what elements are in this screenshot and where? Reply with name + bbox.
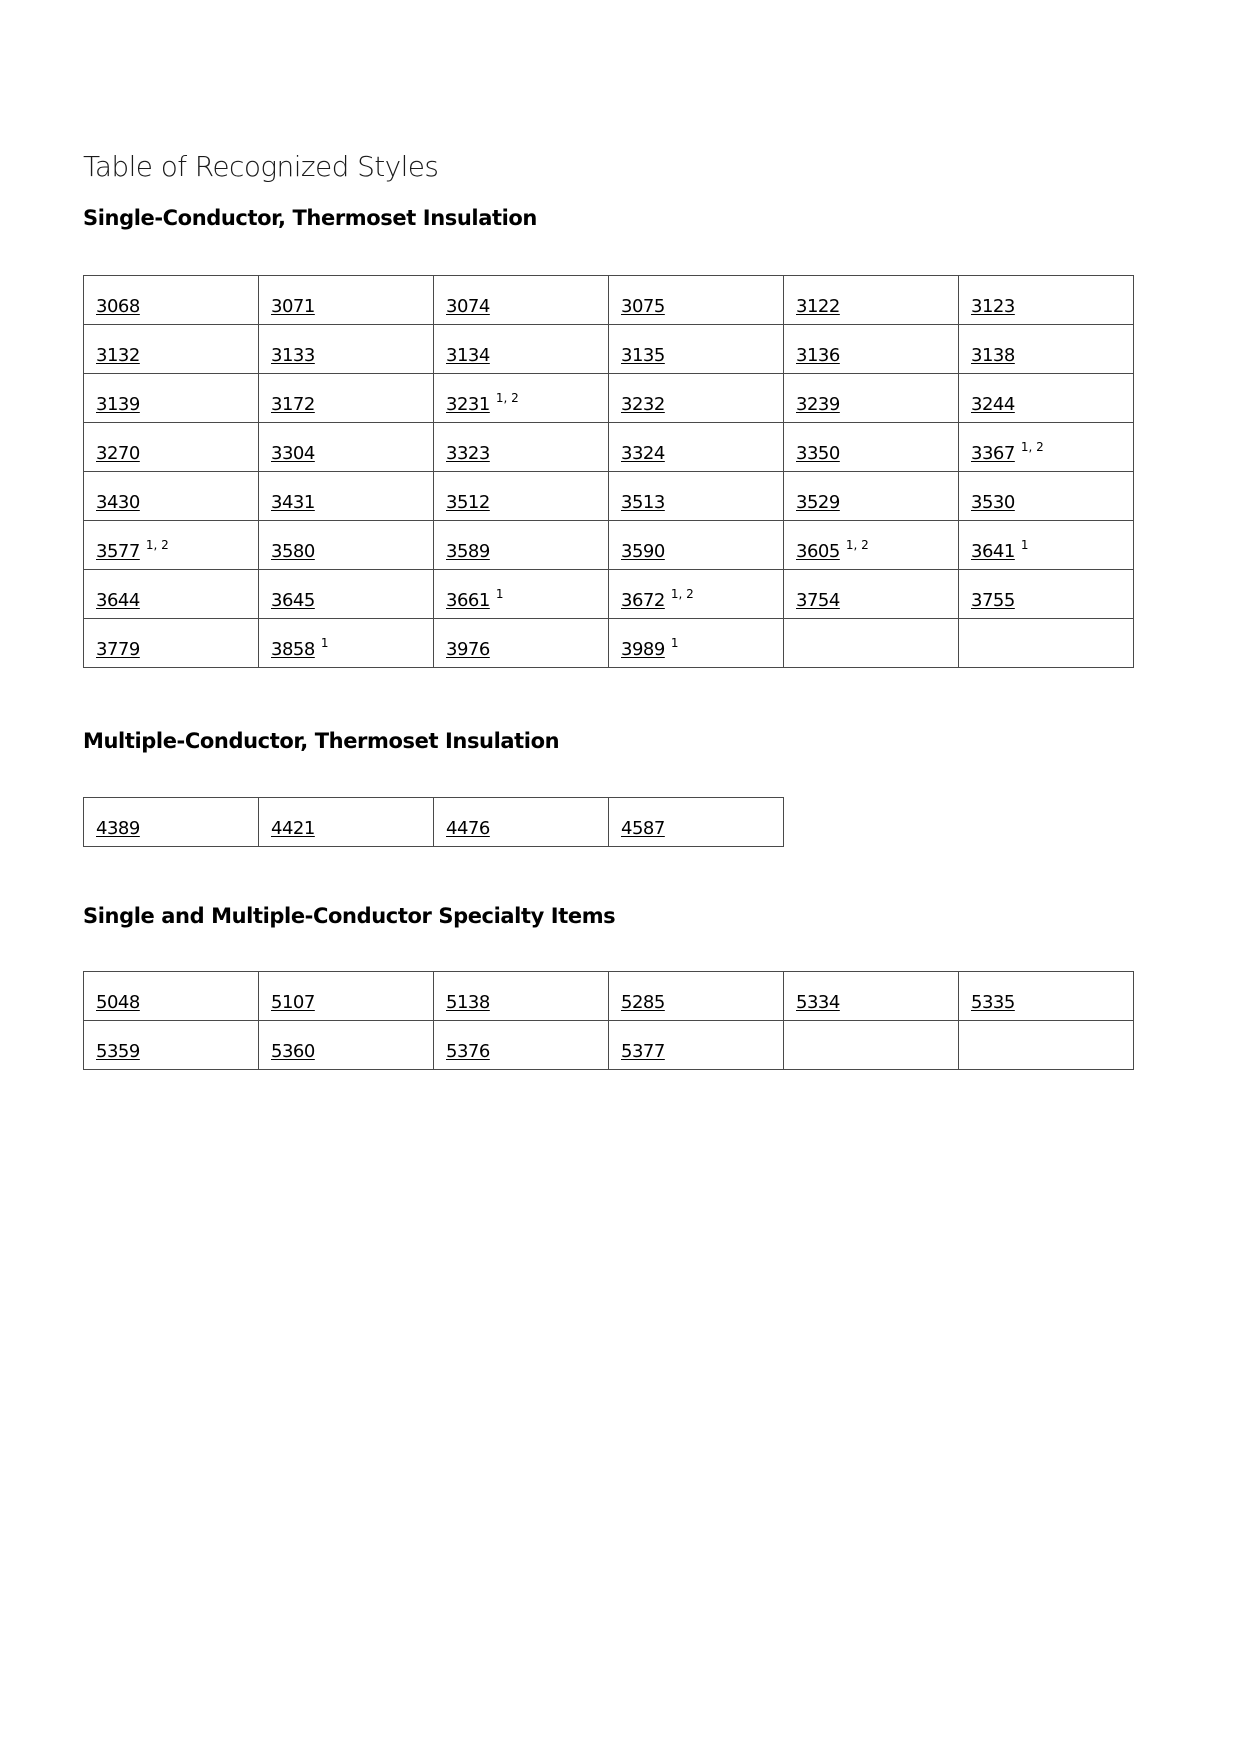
table-cell bbox=[84, 798, 259, 847]
table-cell bbox=[259, 374, 434, 423]
table-cell bbox=[434, 798, 609, 847]
style-link[interactable]: 3133 bbox=[271, 345, 315, 366]
style-link[interactable]: 3644 bbox=[96, 590, 140, 611]
table-cell bbox=[784, 472, 959, 521]
table-cell bbox=[959, 972, 1134, 1021]
style-link[interactable]: 3074 bbox=[446, 296, 490, 317]
table-cell bbox=[784, 521, 959, 570]
table-cell bbox=[434, 472, 609, 521]
table-cell bbox=[84, 570, 259, 619]
specialty-items-table bbox=[83, 971, 1134, 1070]
footnote-ref: 1 bbox=[320, 636, 329, 650]
table-cell bbox=[434, 374, 609, 423]
table-cell bbox=[609, 325, 784, 374]
style-link[interactable]: 3172 bbox=[271, 394, 315, 415]
table-cell bbox=[959, 325, 1134, 374]
style-link[interactable]: 3350 bbox=[796, 443, 840, 464]
style-link[interactable]: 3512 bbox=[446, 492, 490, 513]
style-link[interactable]: 3755 bbox=[971, 590, 1015, 611]
table-cell bbox=[434, 972, 609, 1021]
style-link[interactable]: 3989 bbox=[621, 639, 665, 660]
table-cell bbox=[784, 374, 959, 423]
style-link[interactable]: 3589 bbox=[446, 541, 490, 562]
style-link[interactable]: 3431 bbox=[271, 492, 315, 513]
footnote-ref: 1, 2 bbox=[145, 538, 169, 552]
table-row bbox=[84, 423, 1134, 472]
style-link[interactable]: 5138 bbox=[446, 992, 490, 1013]
single-conductor-table bbox=[83, 275, 1134, 668]
table-row bbox=[84, 1021, 1134, 1070]
style-link[interactable]: 5048 bbox=[96, 992, 140, 1013]
table-cell bbox=[609, 798, 784, 847]
style-link[interactable]: 3976 bbox=[446, 639, 490, 660]
style-link[interactable]: 5107 bbox=[271, 992, 315, 1013]
style-link[interactable]: 5377 bbox=[621, 1041, 665, 1062]
table-cell bbox=[784, 325, 959, 374]
table-cell bbox=[434, 276, 609, 325]
table-cell bbox=[259, 325, 434, 374]
table-cell bbox=[959, 374, 1134, 423]
style-link[interactable]: 3672 bbox=[621, 590, 665, 611]
page-title: Table of Recognized Styles bbox=[83, 150, 439, 183]
style-link[interactable]: 3122 bbox=[796, 296, 840, 317]
table-cell bbox=[84, 619, 259, 668]
style-link[interactable]: 3244 bbox=[971, 394, 1015, 415]
table-cell bbox=[84, 374, 259, 423]
table-cell bbox=[959, 570, 1134, 619]
style-link[interactable]: 5360 bbox=[271, 1041, 315, 1062]
style-link[interactable]: 3367 bbox=[971, 443, 1015, 464]
table-cell bbox=[259, 798, 434, 847]
style-link[interactable]: 3068 bbox=[96, 296, 140, 317]
table-cell bbox=[609, 374, 784, 423]
style-link[interactable]: 4587 bbox=[621, 818, 665, 839]
table-cell bbox=[959, 472, 1134, 521]
section-heading-specialty-items: Single and Multiple-Conductor Specialty Items bbox=[83, 904, 616, 928]
table-cell bbox=[434, 570, 609, 619]
table-cell bbox=[784, 276, 959, 325]
table-row bbox=[84, 521, 1134, 570]
table-cell bbox=[784, 972, 959, 1021]
multiple-conductor-table bbox=[83, 797, 784, 847]
footnote-ref: 1, 2 bbox=[1020, 440, 1044, 454]
table-cell bbox=[609, 423, 784, 472]
style-link[interactable]: 3231 bbox=[446, 394, 490, 415]
table-cell bbox=[434, 619, 609, 668]
style-link[interactable]: 3661 bbox=[446, 590, 490, 611]
table-cell bbox=[259, 972, 434, 1021]
footnote-ref: 1 bbox=[1020, 538, 1029, 552]
section-heading-multiple-conductor: Multiple-Conductor, Thermoset Insulation bbox=[83, 729, 560, 753]
table-cell bbox=[84, 521, 259, 570]
style-link[interactable]: 3530 bbox=[971, 492, 1015, 513]
table-cell bbox=[959, 423, 1134, 472]
style-link[interactable]: 3324 bbox=[621, 443, 665, 464]
table-row bbox=[84, 276, 1134, 325]
style-link[interactable]: 5335 bbox=[971, 992, 1015, 1013]
footnote-ref: 1, 2 bbox=[495, 391, 519, 405]
table-cell bbox=[784, 1021, 959, 1070]
style-link[interactable]: 3323 bbox=[446, 443, 490, 464]
style-link[interactable]: 4389 bbox=[96, 818, 140, 839]
style-link[interactable]: 3641 bbox=[971, 541, 1015, 562]
style-link[interactable]: 3580 bbox=[271, 541, 315, 562]
table-cell bbox=[609, 619, 784, 668]
style-link[interactable]: 3134 bbox=[446, 345, 490, 366]
style-link[interactable]: 3577 bbox=[96, 541, 140, 562]
table-cell bbox=[959, 521, 1134, 570]
style-link[interactable]: 3075 bbox=[621, 296, 665, 317]
style-link[interactable]: 3590 bbox=[621, 541, 665, 562]
style-link[interactable]: 3270 bbox=[96, 443, 140, 464]
footnote-ref: 1 bbox=[670, 636, 679, 650]
table-row bbox=[84, 325, 1134, 374]
table-cell bbox=[609, 1021, 784, 1070]
table-row bbox=[84, 374, 1134, 423]
style-link[interactable]: 3132 bbox=[96, 345, 140, 366]
style-link[interactable]: 5359 bbox=[96, 1041, 140, 1062]
style-link[interactable]: 5285 bbox=[621, 992, 665, 1013]
table-row bbox=[84, 570, 1134, 619]
table-cell bbox=[959, 1021, 1134, 1070]
table-cell bbox=[434, 521, 609, 570]
style-link[interactable]: 3754 bbox=[796, 590, 840, 611]
style-link[interactable]: 3071 bbox=[271, 296, 315, 317]
style-link[interactable]: 3779 bbox=[96, 639, 140, 660]
table-cell bbox=[84, 423, 259, 472]
style-link[interactable]: 3136 bbox=[796, 345, 840, 366]
table-row bbox=[84, 619, 1134, 668]
table-cell bbox=[259, 570, 434, 619]
style-link[interactable]: 3430 bbox=[96, 492, 140, 513]
table-cell bbox=[609, 472, 784, 521]
style-link[interactable]: 3135 bbox=[621, 345, 665, 366]
table-cell bbox=[959, 276, 1134, 325]
table-cell bbox=[609, 276, 784, 325]
table-cell bbox=[609, 521, 784, 570]
table-cell bbox=[84, 1021, 259, 1070]
table-cell bbox=[434, 423, 609, 472]
style-link[interactable]: 3138 bbox=[971, 345, 1015, 366]
style-link[interactable]: 4421 bbox=[271, 818, 315, 839]
table-row bbox=[84, 972, 1134, 1021]
style-link[interactable]: 3304 bbox=[271, 443, 315, 464]
table-cell bbox=[84, 472, 259, 521]
style-link[interactable]: 3645 bbox=[271, 590, 315, 611]
table-row bbox=[84, 472, 1134, 521]
table-cell bbox=[784, 570, 959, 619]
table-cell bbox=[259, 1021, 434, 1070]
style-link[interactable]: 3239 bbox=[796, 394, 840, 415]
table-cell bbox=[784, 619, 959, 668]
table-cell bbox=[259, 423, 434, 472]
style-link[interactable]: 3605 bbox=[796, 541, 840, 562]
table-cell bbox=[959, 619, 1134, 668]
table-cell bbox=[434, 1021, 609, 1070]
table-cell bbox=[609, 972, 784, 1021]
footnote-ref: 1 bbox=[495, 587, 504, 601]
table-cell bbox=[84, 276, 259, 325]
style-link[interactable]: 3529 bbox=[796, 492, 840, 513]
style-link[interactable]: 3513 bbox=[621, 492, 665, 513]
table-cell bbox=[434, 325, 609, 374]
style-link[interactable]: 5334 bbox=[796, 992, 840, 1013]
table-cell bbox=[609, 570, 784, 619]
style-link[interactable]: 5376 bbox=[446, 1041, 490, 1062]
table-cell bbox=[84, 972, 259, 1021]
footnote-ref: 1, 2 bbox=[670, 587, 694, 601]
table-cell bbox=[259, 521, 434, 570]
table-cell bbox=[784, 423, 959, 472]
table-cell bbox=[259, 619, 434, 668]
style-link[interactable]: 3123 bbox=[971, 296, 1015, 317]
style-link[interactable]: 3232 bbox=[621, 394, 665, 415]
style-link[interactable]: 3858 bbox=[271, 639, 315, 660]
table-cell bbox=[259, 276, 434, 325]
table-cell bbox=[84, 325, 259, 374]
style-link[interactable]: 3139 bbox=[96, 394, 140, 415]
section-heading-single-conductor: Single-Conductor, Thermoset Insulation bbox=[83, 206, 537, 230]
table-cell bbox=[259, 472, 434, 521]
footnote-ref: 1, 2 bbox=[845, 538, 869, 552]
table-row bbox=[84, 798, 784, 847]
style-link[interactable]: 4476 bbox=[446, 818, 490, 839]
